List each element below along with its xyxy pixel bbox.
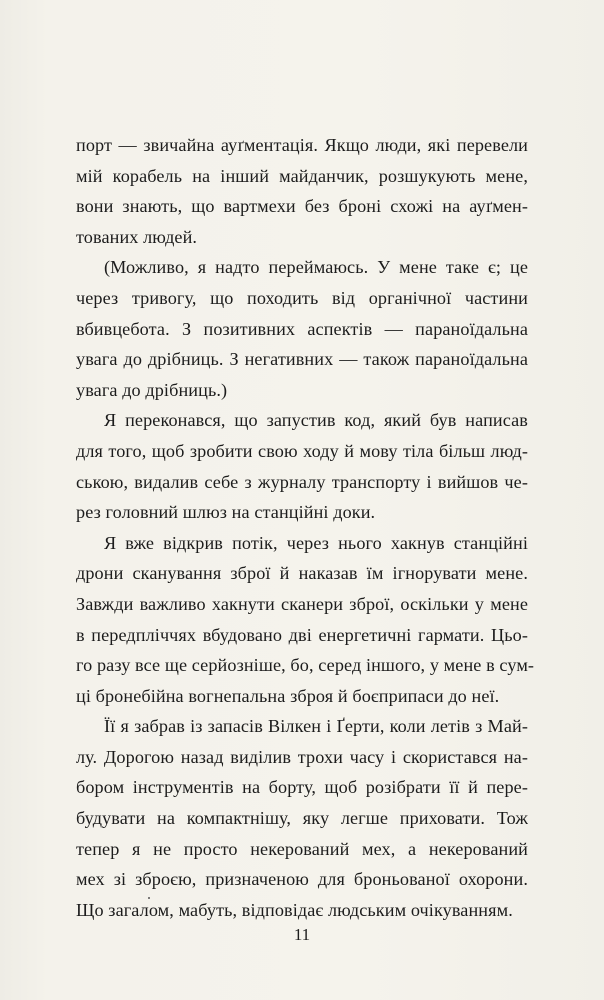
text-line: увага до дрібниць. З негативних — також параноїдальна (76, 349, 528, 370)
text-line: в передпліччях вбудовано дві енергетичні гармати. Цьо- (76, 624, 528, 645)
text-line: тованих людей. (76, 226, 198, 247)
text-line: для того, щоб зробити свою ходу й мову тіла більш люд- (76, 440, 528, 461)
text-line: ці бронебійна вогнепальна зброя й боєприпаси до неї. (76, 685, 500, 706)
paragraph (76, 130, 528, 252)
page-number: 11 (293, 925, 311, 944)
paragraph (76, 528, 535, 712)
text-line: дрони сканування зброї й наказав їм ігнорувати мене. (76, 563, 528, 584)
text-line: ською, видалив себе з журналу транспорту і вийшов че- (76, 471, 528, 492)
text-line: через тривогу, що походить від органічної частини (76, 287, 528, 308)
text-line: Завжди важливо хакнути сканери зброї, оскільки у мене (76, 593, 528, 614)
text-line: вбивцебота. З позитивних аспектів — параноїдальна (76, 318, 528, 339)
text-line: будувати на компактнішу, яку легше приховати. Тож (76, 808, 528, 829)
text-line: вони знають, що вартмехи без броні схожі на ауґмен- (76, 196, 528, 217)
paragraph (76, 405, 528, 527)
text-line: Що загалом, мабуть, відповідає людським очікуванням. (76, 899, 513, 920)
text-line: мех зі зброєю, призначеною для броньованої охорони. (76, 869, 528, 890)
text-line: увага до дрібниць.) (76, 379, 228, 400)
text-line: порт — звичайна ауґментація. Якщо люди, які перевели (76, 135, 528, 155)
paragraph (76, 252, 528, 405)
paragraph (76, 711, 528, 925)
text-line: Її я забрав із запасів Вілкен і Ґерти, коли летів з Май- (104, 716, 528, 737)
text-line: рез головний шлюз на станційні доки. (76, 502, 376, 523)
paper-speck (148, 897, 150, 899)
text-line: мій корабель на інший майданчик, розшукують мене, (76, 165, 528, 186)
text-line: (Можливо, я надто переймаюсь. У мене таке є; це (104, 257, 528, 278)
text-line: го разу все ще серйозніше, бо, серед іншого, у мене в сум- (76, 655, 535, 676)
text-line: лу. Дорогою назад виділив трохи часу і скористався на- (76, 746, 528, 767)
body-text (76, 130, 535, 925)
text-line: бором інструментів на борту, щоб розібрати її й пере- (76, 777, 528, 798)
text-line: тепер я не просто некерований мех, а некерований (76, 838, 528, 859)
text-line: Я вже відкрив потік, через нього хакнув станційні (104, 532, 528, 553)
text-line: Я переконався, що запустив код, який був написав (104, 410, 528, 431)
